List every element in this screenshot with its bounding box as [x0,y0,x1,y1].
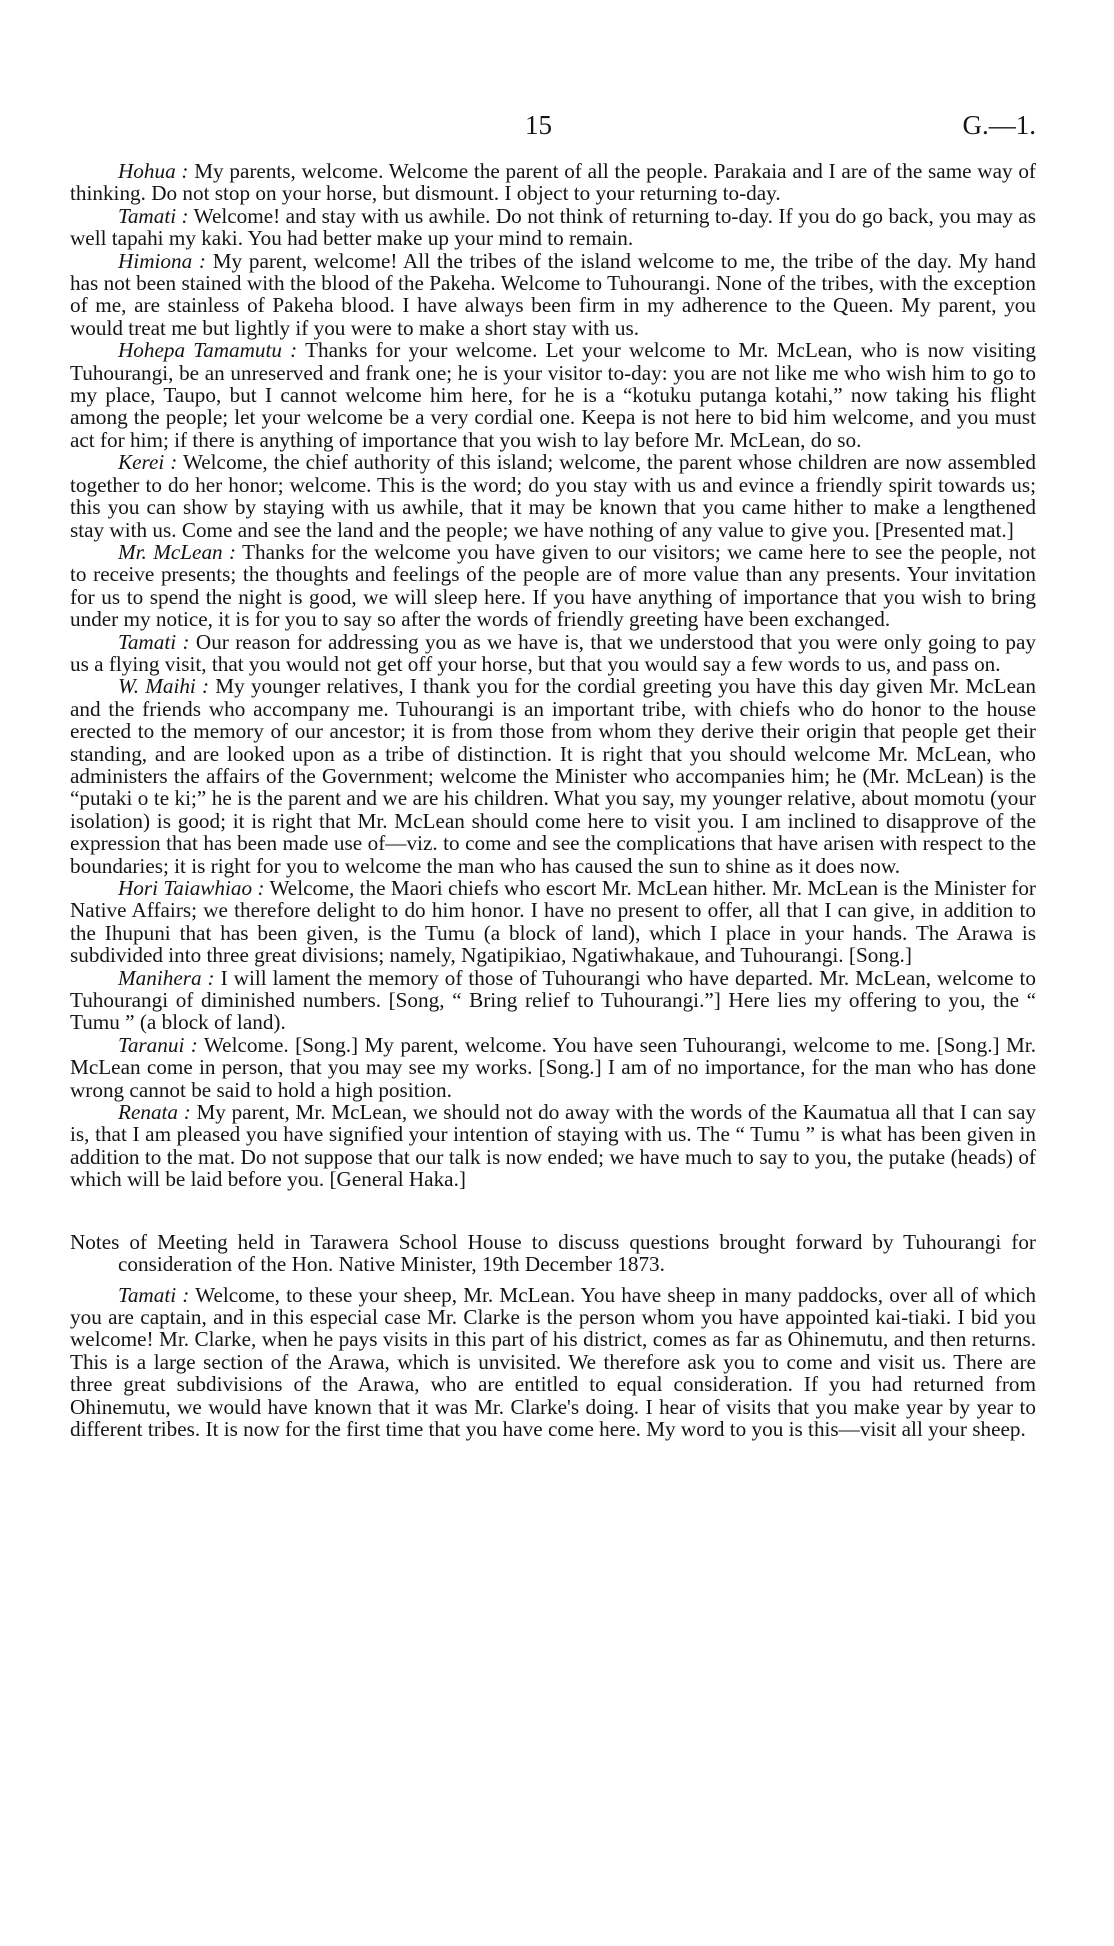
speech-paragraph [70,339,1036,451]
speech-paragraph [70,967,1036,1034]
speech-paragraph [70,675,1036,877]
speaker-name: Taranui : [118,1032,198,1057]
speaker-name: Mr. McLean : [118,539,237,564]
speaker-name: Tamati : [118,629,190,654]
speaker-name: Tamati : [118,1282,190,1307]
speaker-name: Hori Taiawhiao : [118,876,265,900]
speech-paragraph [70,250,1036,340]
speech-text: My parent, Mr. McLean, we should not do away with the words of the Kaumatua all that I can say is, that I am pleased you have signified your intention of staying with us. The “ Tumu ” is what has been given in addition to the mat. Do not suppose that our talk is now ended; we have much to say to you, the putake (heads) of which will be laid before you. [General Haka.] [70,1100,1036,1192]
speech-paragraph [70,451,1036,541]
speaker-name: W. Maihi : [118,674,210,699]
speaker-name: Hohepa Tamamutu : [118,338,298,363]
speech-text: Welcome, the Maori chiefs who escort Mr. McLean hither. Mr. McLean is the Minister for Native Affairs; we therefore delight to do him honor. I have no present to offer, all that I can give, in addition to the Ihupuni that has been given, is the Tumu (a block of land), which I place in your hands. The Arawa is subdivided into three great divisions; namely, Ngatipikiao, Ngatiwhakaue, and Tuhourangi. [Song.] [70,876,1036,968]
page-number: 15 [525,110,552,140]
speech-paragraph [70,877,1036,967]
speech-text: Thanks for the welcome you have given to our visitors; we came here to see the people, not to receive presents; the thoughts and feelings of the people are of more value than any presents. Your invitation for us to spend the night is good, we will sleep here. If you have anything of importance that you wish to bring under my notice, it is for you to say so after the words of friendly greeting have been exchanged. [70,539,1036,632]
section-heading: Notes of Meeting held in Tarawera School House to discuss questions brought forward by Tuhourangi for consideration of the Hon. Native Minister, 19th December 1873. [70,1229,1036,1277]
speech-paragraph [70,541,1036,631]
speech-text: Welcome, to these your sheep, Mr. McLean. You have sheep in many paddocks, over all of which you are captain, and in this especial case Mr. Clarke is the person whom you have appointed kai-tiaki. I bid you welcome! Mr. Clarke, when he pays visits in this part of his district, comes as far as Ohinemutu, and then returns. This is a large section of the Arawa, which is unvisited. We therefore ask you to come and visit us. There are three great subdivisions of the Arawa, who are entitled to equal consideration. If you had returned from Ohinemutu, we would have known that it was Mr. Clarke's doing. I hear of visits that you make year by year to different tribes. It is now for the first time that you have come here. My word to you is this—visit all your sheep. [70,1282,1037,1441]
speech-paragraph [70,1284,1036,1441]
document-reference: G.—1. [962,110,1036,140]
speaker-name: Renata : [118,1100,191,1125]
speaker-name: Himiona : [118,248,206,273]
speech-text: I will lament the memory of those of Tuhourangi who have departed. Mr. McLean, welcome to Tuhourangi of diminished numbers. [Song, “ Bring relief to Tuhourangi.”] Here lies my offering to you, the “ Tumu ” (a block of land). [70,965,1037,1035]
page-body [70,160,1036,1440]
speech-text: Welcome, the chief authority of this island; welcome, the parent whose children are now assembled together to do her honor; welcome. This is the word; do you stay with us and evince a friendly spirit towards us; this you can show by staying with us awhile, that it may be known that you came hither to make a lengthened stay with us. Come and see the land and the people; we have nothing of any value to give you. [Presented mat.] [70,450,1036,542]
speech-paragraph [70,1101,1036,1191]
speech-paragraph [70,160,1036,205]
speech-paragraph [70,205,1036,250]
page-header [70,110,1036,150]
speech-text: Thanks for your welcome. Let your welcome to Mr. McLean, who is now visiting Tuhourangi, be an unreserved and frank one; he is your visitor to-day: you are not like me who wish him to go to my place, Taupo, but I cannot welcome him here, for he is a “kotuku putanga kotahi,” now taking his flight among the people; let your welcome be a very cordial one. Keepa is not here to bid him welcome, and you must act for him; if there is anything of importance that you wish to lay before Mr. McLean, do so. [70,338,1036,452]
speech-text: My parent, welcome! All the tribes of the island welcome to me, the tribe of the day. My hand has not been stained with the blood of the Pakeha. Welcome to Tuhourangi. None of the tribes, with the exception of me, are stainless of Pakeha blood. I have always been firm in my adherence to the Queen. My parent, you would treat me but lightly if you were to make a short stay with us. [70,248,1036,340]
speech-text: Welcome! and stay with us awhile. Do not think of returning to-day. If you do go back, you may as well tapahi my kaki. You had better make up your mind to remain. [70,203,1037,251]
speech-text: Our reason for addressing you as we have is, that we understood that you were only going to pay us a flying visit, that you would not get off your horse, but that you would say a few words to us, and pass on. [70,629,1036,676]
speaker-name: Tamati : [118,203,189,228]
speech-paragraph [70,1034,1036,1101]
speaker-name: Hohua : [118,159,189,183]
speech-text: My parents, welcome. Welcome the parent of all the people. Parakaia and I are of the same way of thinking. Do not stop on your horse, but dismount. I object to your returning to-day. [70,159,1036,206]
speech-paragraph [70,631,1036,676]
speech-text: Welcome. [Song.] My parent, welcome. You have seen Tuhourangi, welcome to me. [Song.] Mr. McLean come in person, that you may see my works. [Song.] I am of no importance, for the man who has done wrong cannot be said to hold a high position. [70,1032,1036,1102]
speaker-name: Manihera : [118,965,215,990]
speaker-name: Kerei : [118,450,178,475]
speech-text: My younger relatives, I thank you for the cordial greeting you have this day given Mr. McLean and the friends who accompany me. Tuhourangi is an important tribe, with chiefs who do honor to the house erected to the memory of our ancestor; it is from those from whom they derive their origin that people get their standing, and are looked upon as a tribe of distinction. It is right that you should welcome Mr. McLean, who administers the affairs of the Government; welcome the Minister who accompanies him; he (Mr. McLean) is the “putaki o te ki;” he is the parent and we are his children. What you say, my younger relative, about momotu (your isolation) is good; it is right that Mr. McLean should come here to visit you. I am inclined to disapprove of the expression that has been made use of—viz. to come and see the complications that have arisen with respect to the boundaries; it is right for you to welcome the man who has caused the sun to shine as it does now. [70,674,1036,878]
